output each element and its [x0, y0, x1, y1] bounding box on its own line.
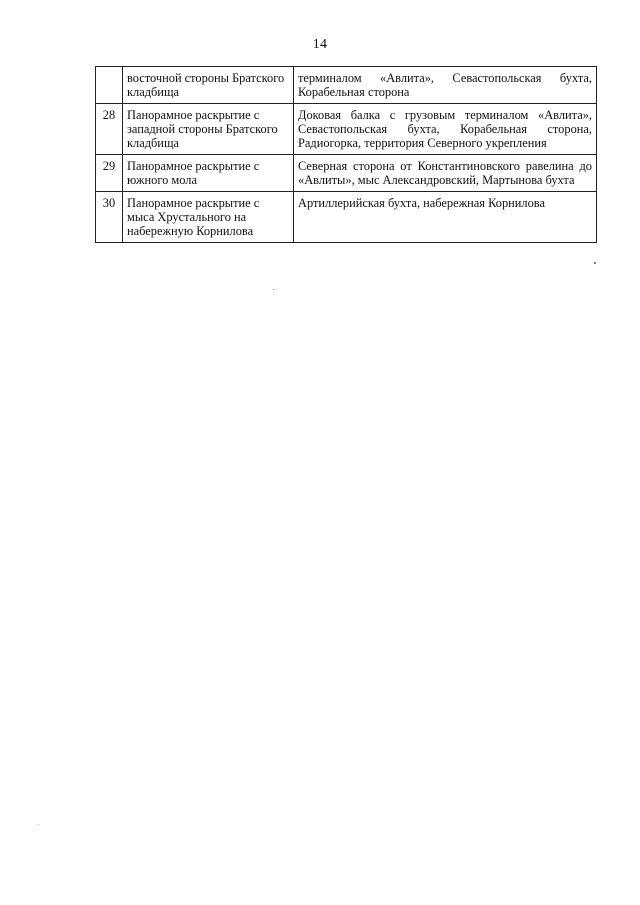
row-number-cell: 28: [96, 104, 123, 155]
page-number: 14: [312, 37, 328, 52]
table-row: [96, 155, 597, 192]
table-row: [96, 67, 597, 104]
view-directions-cell: Северная сторона от Константиновского равелина до «Авлиты», мыс Александровский, Мартынова бухта: [294, 155, 597, 192]
table-row: [96, 192, 597, 243]
view-directions-cell: терминалом «Авлита», Севастопольская бухта, Корабельная сторона: [294, 67, 597, 104]
row-number-cell: 30: [96, 192, 123, 243]
row-number-cell: 29: [96, 155, 123, 192]
viewpoints-table: [95, 66, 597, 243]
viewpoint-name-cell: Панорамное раскрытие с южного мола: [123, 155, 294, 192]
scan-speck: [594, 262, 596, 264]
viewpoint-name-cell: Панорамное раскрытие с западной стороны Братского кладбища: [123, 104, 294, 155]
scan-speck: [38, 824, 39, 825]
table-row: [96, 104, 597, 155]
view-directions-cell: Доковая балка с грузовым терминалом «Авлита», Севастопольская бухта, Корабельная сторона, Радиогорка, территория Северного укрепления: [294, 104, 597, 155]
view-directions-cell: Артиллерийская бухта, набережная Корнилова: [294, 192, 597, 243]
scan-speck: [273, 289, 275, 290]
row-number-cell: [96, 67, 123, 104]
viewpoint-name-cell: восточной стороны Братского кладбища: [123, 67, 294, 104]
viewpoint-name-cell: Панорамное раскрытие с мыса Хрустального на набережную Корнилова: [123, 192, 294, 243]
